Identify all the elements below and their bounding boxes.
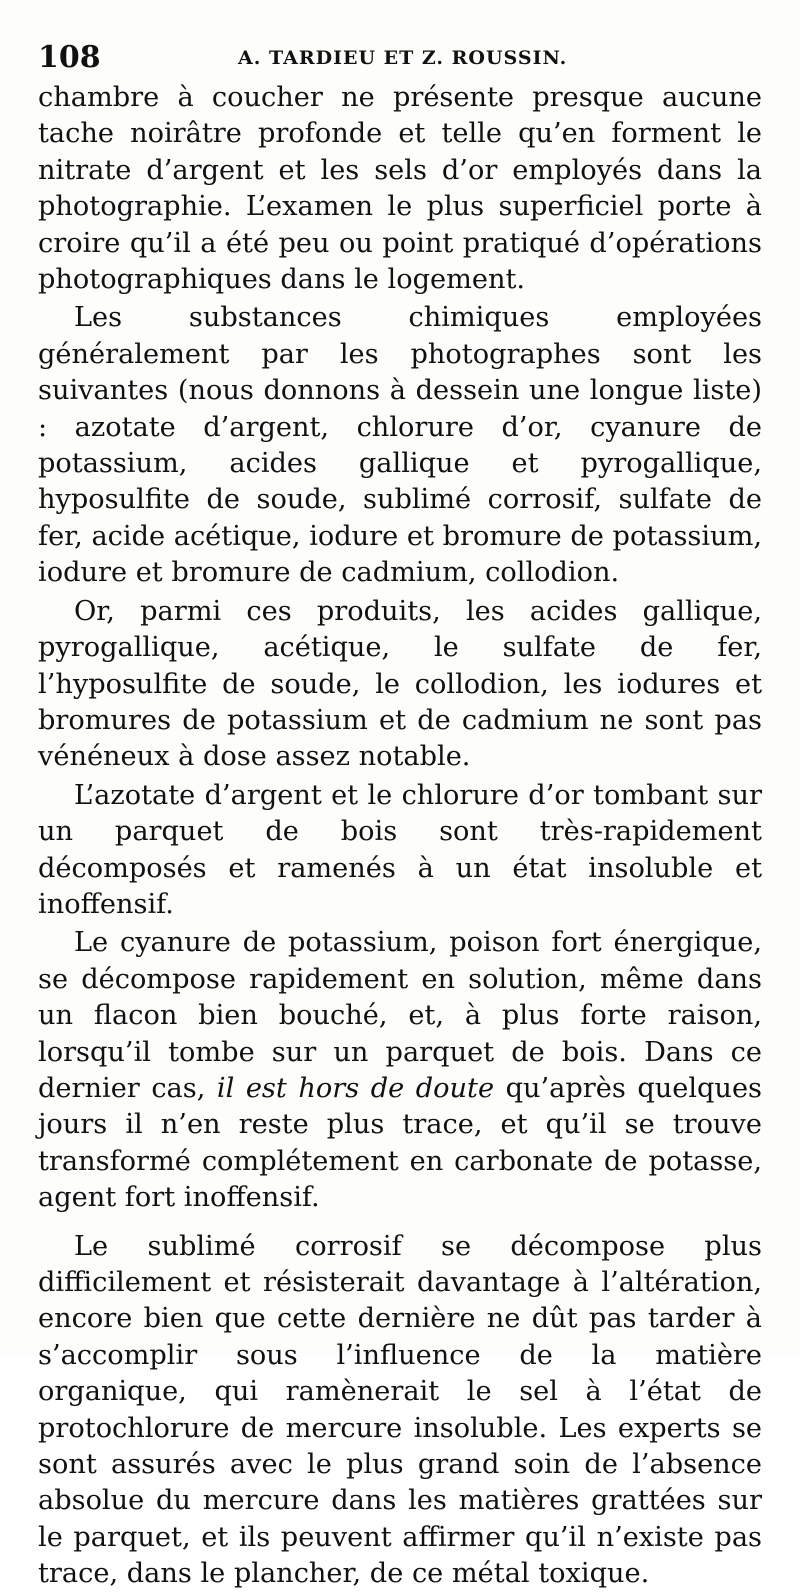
paragraph-5-italic-phrase: il est hors de doute (216, 1072, 495, 1104)
paragraph-2: Les substances chimiques employées généralement par les photographes sont les suivantes (nous donnons à dessein une longue liste) : azotate d’argent, chlorure d’or, cyanure de potassium, acides gallique et pyrogallique, hyposulfite de soude, sublimé corrosif, sulfate de fer, acide acétique, iodure et bromure de potassium, iodure et bromure de cadmium, collodion. (38, 302, 762, 589)
paragraph-3: Or, parmi ces produits, les acides gallique, pyrogallique, acétique, le sulfate de fer, l’hyposulfite de soude, le collodion, les iodures et bromures de potassium et de cadmium ne sont pas vénéneux à dose assez notable. (38, 595, 762, 773)
paragraph-5-text-start: Le cyanure de potassium, poison fort énergique, se décompose rapidement en solution, même dans un flacon bien bouché, et, à plus forte raison, lorsqu’il tombe sur un parquet de bois. Dans ce dernier cas, (38, 927, 762, 1104)
paragraph-1: chambre à coucher ne présente presque aucune tache noirâtre profonde et telle qu’en forment le nitrate d’argent et les sels d’or employés dans la photographie. L’examen le plus superficiel porte à croire qu’il a été peu ou point pratiqué d’opérations photographiques dans le logement. (38, 82, 762, 296)
body-text (38, 80, 762, 1593)
page-header (38, 40, 758, 76)
paragraph-6: Le sublimé corrosif se décompose plus difficilement et résisterait davantage à l’altération, encore bien que cette dernière ne dût pas tarder à s’accomplir sous l’influence de la matière organique, qui ramènerait le sel à l’état de protochlorure de mercure insoluble. Les experts se sont assurés avec le plus grand soin de l’absence absolue du mercure dans les matières grattées sur le parquet, et ils peuvent affirmer qu’il n’existe pas trace, dans le plancher, de ce métal toxique. (38, 1230, 762, 1590)
running-head: A. TARDIEU ET Z. ROUSSIN. (238, 47, 568, 69)
paragraph-5-text-end: qu’après quelques jours il n’en reste plus trace, et qu’il se trouve transformé complétement en carbonate de potasse, agent fort inoffensif. (38, 1072, 762, 1214)
page-number: 108 (38, 40, 101, 75)
paragraph-4: L’azotate d’argent et le chlorure d’or tombant sur un parquet de bois sont très-rapidement décomposés et ramenés à un état insoluble et inoffensif. (38, 779, 762, 920)
paragraph-5 (38, 925, 762, 1216)
